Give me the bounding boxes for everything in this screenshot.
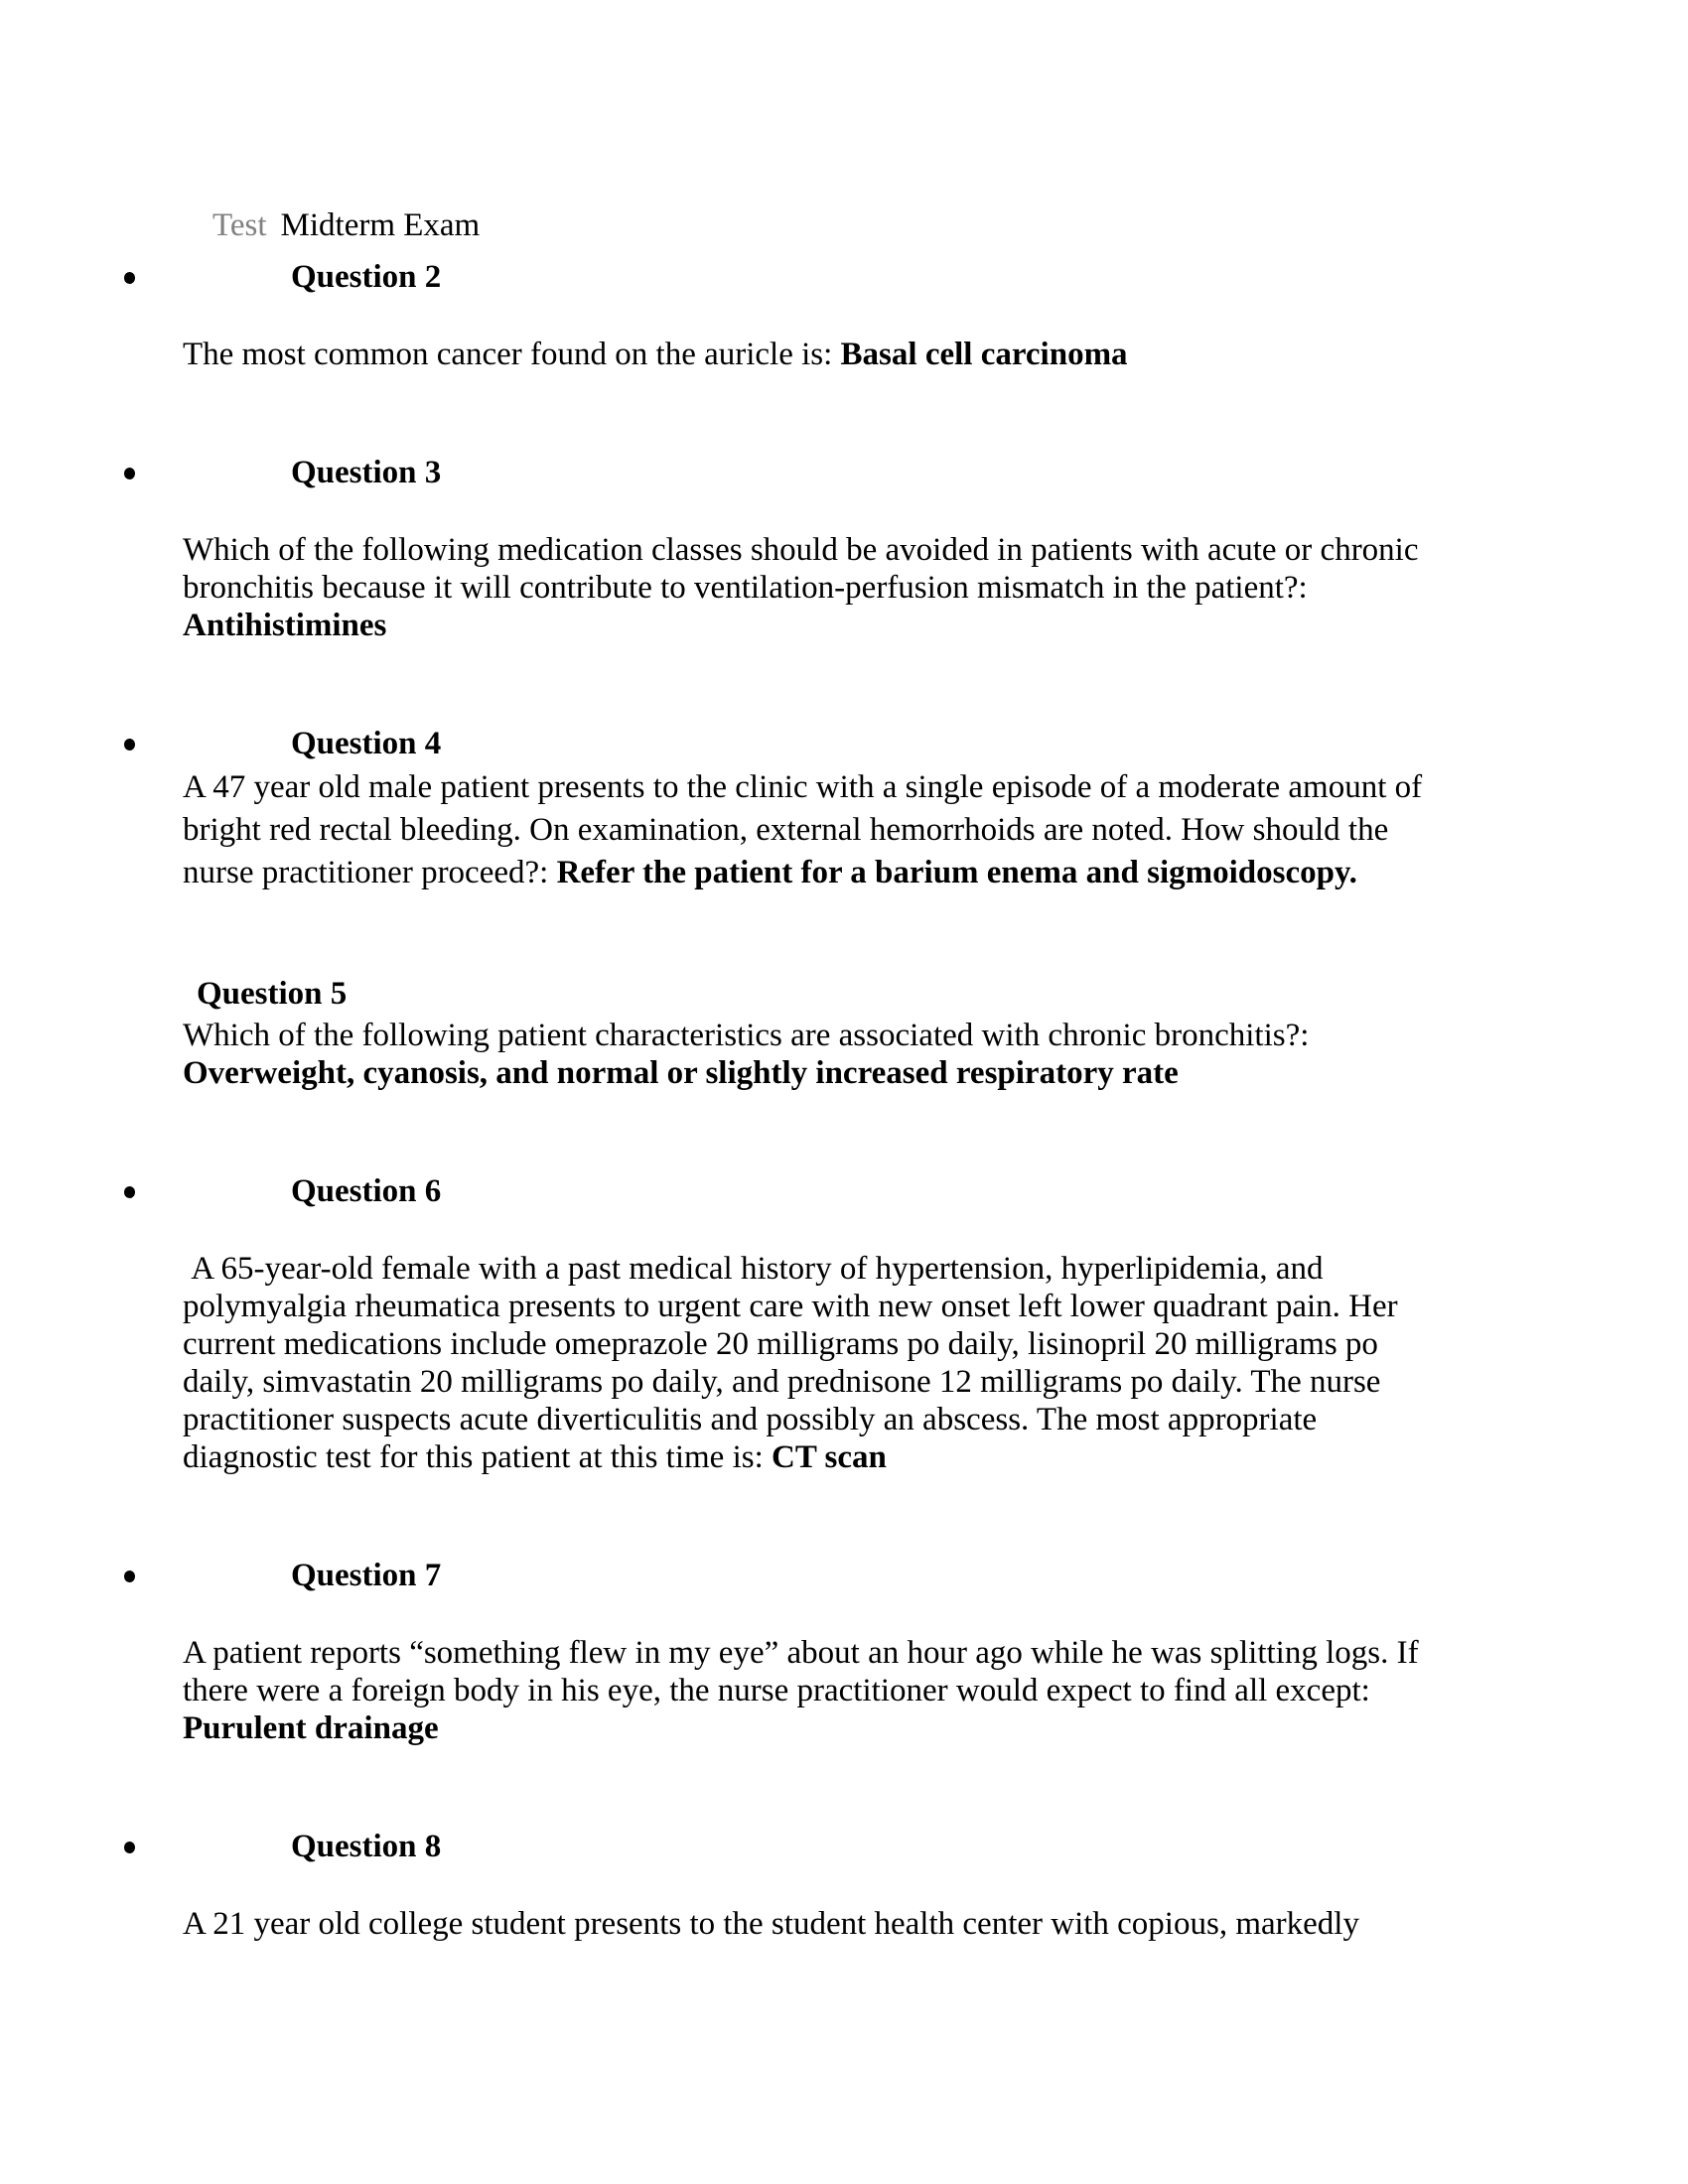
question-title: Question 6 — [291, 1173, 442, 1209]
question-text: Which of the following medication classes should be avoided in patients with acute or chronic bronchitis because it will contribute to ventilation-perfusion mismatch in the patient?: — [183, 532, 1427, 606]
question-heading — [183, 258, 1430, 296]
bullet-icon — [124, 468, 135, 479]
question-title: Question 7 — [291, 1558, 442, 1593]
question-body — [183, 336, 1430, 373]
question-heading — [183, 1828, 1430, 1865]
answer-text: Purulent drainage — [183, 1710, 439, 1746]
question-heading — [183, 1557, 1430, 1594]
question-block-8 — [183, 1828, 1430, 1943]
question-title: Question 3 — [291, 455, 442, 490]
bullet-icon — [124, 1570, 135, 1582]
question-heading — [183, 725, 1430, 762]
bullet-icon — [124, 272, 135, 284]
question-text: A 21 year old college student presents to the student health center with copious, markedly — [183, 1906, 1359, 1942]
bullet-icon — [124, 1186, 135, 1198]
question-block-3 — [183, 454, 1430, 644]
question-heading — [183, 1172, 1430, 1210]
question-title: Question 8 — [291, 1829, 442, 1864]
question-body — [183, 1250, 1430, 1476]
answer-text: CT scan — [772, 1439, 887, 1475]
answer-text: Antihistimines — [183, 608, 387, 643]
question-block-6 — [183, 1172, 1430, 1476]
question-body — [183, 1634, 1430, 1747]
question-text: A patient reports “something flew in my eye” about an hour ago while he was splitting logs. If there were a foreign body in his eye, the nurse practitioner would expect to find all except: — [183, 1635, 1427, 1708]
document-content — [183, 206, 1430, 1943]
question-title: Question 2 — [291, 259, 442, 295]
question-text: A 47 year old male patient presents to the clinic with a single episode of a moderate amount of bright red rectal bleeding. On examination, external hemorrhoids are noted. How should the nurse practitioner proceed?: — [183, 769, 1431, 890]
question-text: A 65-year-old female with a past medical history of hypertension, hyperlipidemia, and polymyalgia rheumatica presents to urgent care with new onset left lower quadrant pain. Her current medications include omeprazole 20 milligrams po daily, lisinopril 20 milligrams po daily, simvastatin 20 milligrams po daily, and prednisone 12 milligrams po daily. The nurse practitioner suspects acute diverticulitis and possibly an abscess. The most appropriate diagnostic test for this patient at this time is: — [183, 1251, 1406, 1475]
answer-text: Overweight, cyanosis, and normal or slightly increased respiratory rate — [183, 1055, 1179, 1091]
answer-text: Basal cell carcinoma — [840, 337, 1128, 372]
document-header — [212, 206, 1430, 244]
question-title: Question 5 — [197, 976, 348, 1012]
question-block-7 — [183, 1557, 1430, 1747]
document-title: Midterm Exam — [280, 207, 481, 243]
question-text: Which of the following patient characteristics are associated with chronic bronchitis?: — [183, 1018, 1318, 1053]
test-label: Test — [212, 207, 267, 243]
question-heading — [183, 454, 1430, 491]
question-body — [183, 531, 1430, 644]
question-text: The most common cancer found on the auricle is: — [183, 337, 841, 372]
question-body — [183, 766, 1430, 894]
question-body — [183, 1017, 1430, 1092]
question-block-5 — [183, 975, 1430, 1092]
question-title: Question 4 — [291, 726, 442, 761]
bullet-icon — [124, 739, 135, 751]
answer-text: Refer the patient for a barium enema and sigmoidoscopy. — [556, 855, 1357, 890]
question-body — [183, 1905, 1430, 1943]
bullet-icon — [124, 1842, 135, 1853]
question-block-2 — [183, 258, 1430, 373]
question-heading — [183, 975, 1430, 1013]
question-block-4 — [183, 725, 1430, 894]
